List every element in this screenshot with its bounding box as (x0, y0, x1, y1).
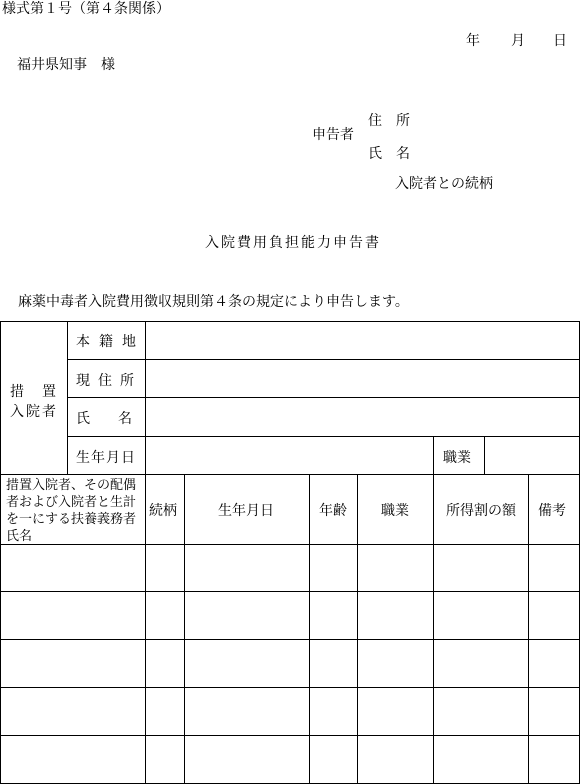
patient-group-label-line1: 措 置 (10, 384, 58, 400)
document-title: 入院費用負担能力申告書 (205, 235, 381, 251)
intro-statement: 麻薬中毒者入院費用徴収規則第４条の規定により申告します。 (18, 294, 409, 310)
table-line (67, 397, 580, 398)
patient-birthdate-label: 生年月日 (76, 450, 136, 466)
patient-occupation-label: 職業 (443, 450, 471, 466)
col-occupation: 職業 (381, 503, 409, 519)
table-line (433, 474, 434, 784)
table-line (0, 687, 580, 688)
date-year: 年 (466, 33, 480, 49)
applicant-address-label: 住所 (368, 113, 424, 129)
table-line (67, 436, 580, 437)
table-line (357, 474, 358, 784)
table-line (309, 474, 310, 784)
table-line (145, 474, 146, 784)
table-line (67, 359, 580, 360)
col-birthdate: 生年月日 (218, 503, 274, 519)
col-remarks: 備考 (538, 503, 566, 519)
dependents-header: 措置入院者、その配偶者および入院者と生計を一にする扶養義務者氏名 (6, 478, 137, 544)
patient-name-label: 氏 名 (76, 411, 132, 427)
table-line (184, 474, 185, 784)
date-month: 月 (511, 33, 525, 49)
col-relation: 続柄 (149, 503, 177, 519)
current-address-label: 現住所 (76, 373, 142, 389)
col-age: 年齢 (319, 503, 347, 519)
table-top-border (0, 321, 580, 322)
table-line (484, 436, 485, 475)
table-line (0, 591, 580, 592)
domicile-label: 本籍地 (76, 334, 145, 350)
table-line (433, 436, 434, 475)
applicant-label: 申告者 (312, 127, 354, 143)
table-line (528, 474, 529, 784)
patient-group-label-line2: 入院者 (10, 404, 58, 420)
table-line (0, 639, 580, 640)
table-line (0, 735, 580, 736)
col-income-share: 所得割の額 (446, 503, 516, 519)
form-number: 様式第１号（第４条関係） (2, 1, 170, 17)
addressee: 福井県知事 様 (17, 57, 115, 73)
applicant-relation-label: 入院者との続柄 (395, 176, 493, 192)
applicant-name-label: 氏名 (368, 146, 424, 162)
table-left-border (0, 321, 1, 784)
table-line (0, 474, 580, 475)
date-day: 日 (553, 33, 567, 49)
